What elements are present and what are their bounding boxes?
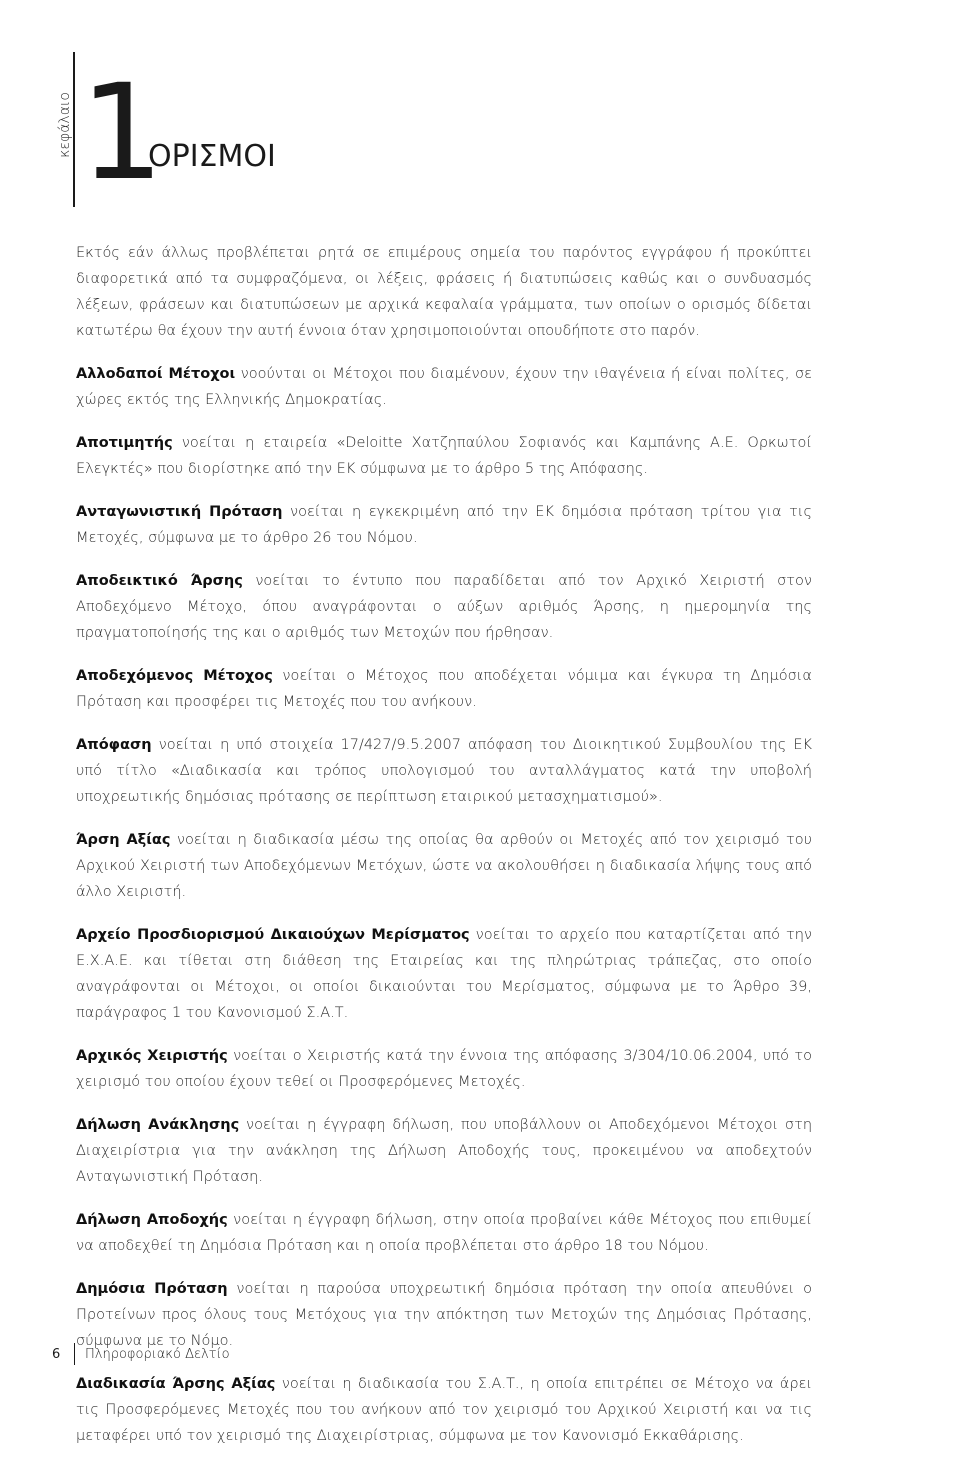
definition-text: νοείται η υπό στοιχεία 17/427/9.5.2007 απόφαση του Διοικητικού Συμβουλίου της ΕΚ υπό τίτλο «Διαδικασία και τρόπος υπολογισμού του ανταλλάγματος κατά την υποβολή υποχρεωτικής δημόσιας πρότασης σε περίπτωση εταιρικού μετασχηματισμού».	[76, 737, 812, 805]
definition-term: Ανταγωνιστική Πρόταση	[76, 504, 283, 520]
definition-paragraph	[76, 361, 812, 413]
definition-text: νοείται η παρούσα υποχρεωτική δημόσια πρόταση την οποία απευθύνει ο Προτείνων προς όλους τους Μετόχους για την απόκτηση των Μετοχών της Δημόσιας Πρότασης, σύμφωνα με το Νόμο.	[76, 1281, 812, 1349]
definition-text: νοείται το αρχείο που καταρτίζεται από την Ε.Χ.Α.Ε. και τίθεται στη διάθεση της Εταιρείας και της πληρώτριας τράπεζας, στο οποίο αναγράφονται οι Μέτοχοι, οι οποίοι δικαιούνται του Μερίσματος, σύμφωνα με το Άρθρο 39, παράγραφος 1 του Κανονισμού Σ.Α.Τ.	[76, 927, 812, 1021]
definition-term: Αλλοδαποί Μέτοχοι	[76, 366, 236, 382]
document-title: Πληροφοριακό Δελτίο	[85, 1346, 230, 1362]
definition-text: νοείται ο Μέτοχος που αποδέχεται νόμιμα και έγκυρα τη Δημόσια Πρόταση και προσφέρει τις Μετοχές που του ανήκουν.	[76, 668, 812, 710]
page-title: ΟΡΙΣΜΟΙ	[148, 139, 276, 174]
definition-paragraph	[76, 663, 812, 715]
definition-term: Διαδικασία Άρσης Αξίας	[76, 1376, 276, 1392]
definition-paragraph	[76, 1371, 812, 1449]
definition-text: νοείται η διαδικασία του Σ.Α.Τ., η οποία επιτρέπει σε Μέτοχο να άρει τις Προσφερόμενες Μετοχές που του ανήκουν από τον χειρισμό του Αρχικού Χειριστή και να τις μεταφέρει υπό τον χειρισμό της Διαχειρίστριας, σύμφωνα με τον Κανονισμό Εκκαθάρισης.	[76, 1376, 812, 1444]
definitions-body	[76, 240, 812, 1466]
definition-text: νοείται η έγγραφη δήλωση, που υποβάλλουν οι Αποδεχόμενοι Μέτοχοι στη Διαχειρίστρια για την ανάκληση της Δήλωση Αποδοχής τους, προκειμένου να αποδεχτούν Ανταγωνιστική Πρόταση.	[76, 1117, 813, 1185]
definition-paragraph	[76, 1207, 812, 1259]
definition-term: Αποδεχόμενος Μέτοχος	[76, 668, 273, 684]
chapter-divider	[73, 52, 75, 207]
definition-text: νοείται το έντυπο που παραδίδεται από τον Αρχικό Χειριστή στον Αποδεχόμενο Μέτοχο, όπου αναγράφονται ο αύξων αριθμός Άρσης, η ημερομηνία της πραγματοποίησής της και ο αριθμός των Μετοχών που ήρθησαν.	[76, 573, 812, 641]
definition-text: νοούνται οι Μέτοχοι που διαμένουν, έχουν την ιθαγένεια ή είναι πολίτες, σε χώρες εκτός της Ελληνικής Δημοκρατίας.	[76, 366, 812, 408]
intro-paragraph: Εκτός εάν άλλως προβλέπεται ρητά σε επιμέρους σημεία του παρόντος εγγράφου ή προκύπτει διαφορετικά από τα συμφραζόμενα, οι λέξεις, φράσεις ή διατυπώσεις καθώς και ο συνδυασμός λέξεων, φράσεων και διατυπώσεων με αρχικά κεφαλαία γράμματα, των οποίων ο ορισμός δίδεται κατωτέρω θα έχουν την αυτή έννοια όταν χρησιμοποιούνται οπουδήποτε στο παρόν.	[76, 245, 812, 339]
chapter-label-text: κεφάλαιο	[57, 92, 73, 158]
definition-term: Αποτιμητής	[76, 435, 173, 451]
definition-term: Αρχικός Χειριστής	[76, 1048, 228, 1064]
definition-paragraph	[76, 732, 812, 810]
definition-text: νοείται η εταιρεία «Deloitte Χατζηπαύλου Σοφιανός και Καμπάνης Α.Ε. Ορκωτοί Ελεγκτές» που διορίστηκε από την ΕΚ σύμφωνα με το άρθρο 5 της Απόφασης.	[76, 435, 812, 477]
definition-paragraph	[76, 827, 812, 905]
page-footer	[52, 1343, 230, 1365]
definition-term: Αποδεικτικό Άρσης	[76, 573, 243, 589]
definition-paragraph	[76, 568, 812, 646]
definition-text: νοείται η εγκεκριμένη από την ΕΚ δημόσια πρόταση τρίτου για τις Μετοχές, σύμφωνα με το άρθρο 26 του Νόμου.	[76, 504, 812, 546]
page-number: 6	[52, 1346, 61, 1362]
definition-text: νοείται η έγγραφη δήλωση, στην οποία προβαίνει κάθε Μέτοχος που επιθυμεί να αποδεχθεί τη Δημόσια Πρόταση και η οποία προβλέπεται στο άρθρο 18 του Νόμου.	[76, 1212, 812, 1254]
definition-text: νοείται ο Χειριστής κατά την έννοια της απόφασης 3/304/10.06.2004, υπό το χειρισμό του οποίου έχουν τεθεί οι Προσφερόμενες Μετοχές.	[76, 1048, 812, 1090]
definition-text: νοείται η διαδικασία μέσω της οποίας θα αρθούν οι Μετοχές από τον χειρισμό του Αρχικού Χειριστή των Αποδεχόμενων Μετόχων, ώστε να ακολουθήσει η διαδικασία λήψης τους από άλλο Χειριστή.	[76, 832, 812, 900]
chapter-number: 1	[80, 56, 160, 210]
definition-term: Δήλωση Ανάκλησης	[76, 1117, 240, 1133]
definition-term: Αρχείο Προσδιορισμού Δικαιούχων Μερίσματος	[76, 927, 470, 943]
definition-paragraph	[76, 1043, 812, 1095]
definition-paragraph	[76, 922, 812, 1026]
definition-term: Δήλωση Αποδοχής	[76, 1212, 228, 1228]
definition-term: Δημόσια Πρόταση	[76, 1281, 228, 1297]
definition-paragraph	[76, 499, 812, 551]
definition-term: Άρση Αξίας	[76, 832, 171, 848]
definition-paragraph	[76, 430, 812, 482]
definition-paragraph	[76, 1112, 812, 1190]
footer-divider	[74, 1343, 75, 1365]
definition-term: Απόφαση	[76, 737, 152, 753]
